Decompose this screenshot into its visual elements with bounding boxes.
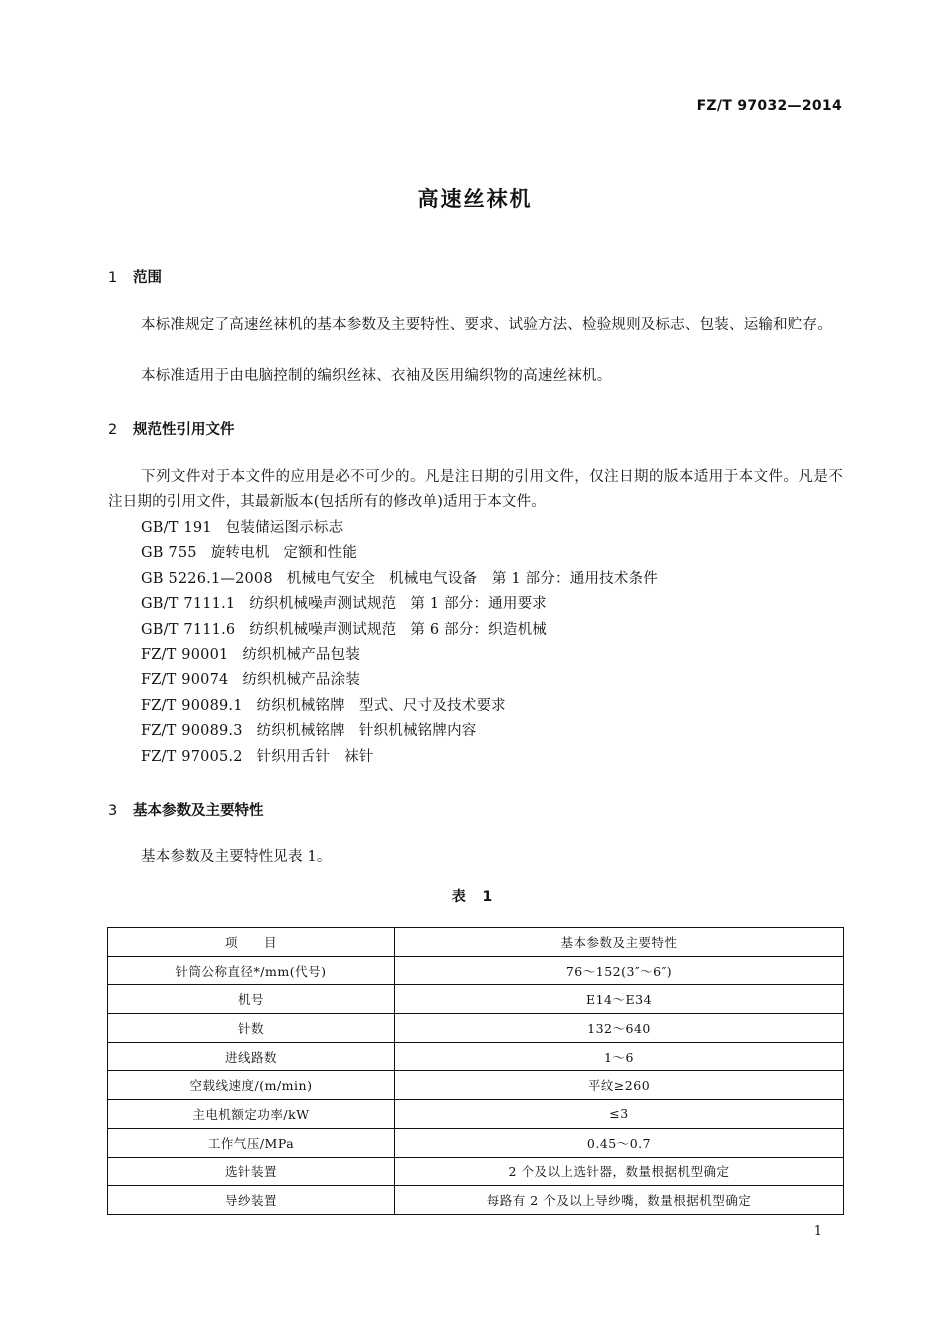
reference-item bbox=[141, 719, 658, 744]
section-heading-normative-references bbox=[108, 418, 235, 439]
reference-code: FZ/T 90001 bbox=[141, 646, 229, 663]
table-cell-value: 每路有 2 个及以上导纱嘴，数量根据机型确定 bbox=[395, 1186, 844, 1215]
table-caption: 表 1 bbox=[451, 889, 499, 905]
table-cell-item: 选针装置 bbox=[108, 1157, 395, 1186]
reference-code: GB/T 191 bbox=[141, 520, 212, 536]
reference-code: FZ/T 90089.3 bbox=[141, 723, 243, 740]
table-row bbox=[108, 1100, 844, 1129]
reference-subtitle: 机械电气设备 第 1 部分：通用技术条件 bbox=[389, 570, 658, 587]
table-cell-item: 进线路数 bbox=[108, 1042, 395, 1071]
reference-subtitle: 第 6 部分：织造机械 bbox=[410, 621, 547, 638]
parameters-paragraph: 基本参数及主要特性见表 1。 bbox=[141, 849, 332, 865]
table-cell-value: 132～640 bbox=[395, 1014, 844, 1043]
scope-paragraph-2: 本标准适用于由电脑控制的编织丝袜、衣袖及医用编织物的高速丝袜机。 bbox=[141, 368, 612, 384]
table-cell-item: 机号 bbox=[108, 985, 395, 1014]
table-row bbox=[108, 985, 844, 1014]
reference-title: 纺织机械铭牌 bbox=[256, 723, 345, 740]
reference-code: FZ/T 90074 bbox=[141, 672, 229, 689]
section-title: 基本参数及主要特性 bbox=[133, 803, 264, 819]
reference-item bbox=[141, 694, 658, 719]
reference-item bbox=[141, 516, 658, 541]
table-row bbox=[108, 1042, 844, 1071]
reference-item bbox=[141, 592, 658, 617]
table-cell-item: 工作气压/MPa bbox=[108, 1128, 395, 1157]
reference-code: GB 5226.1—2008 bbox=[141, 570, 273, 587]
table-cell-value: ≤3 bbox=[395, 1100, 844, 1129]
section-number: 1 bbox=[108, 270, 118, 286]
table-cell-item: 空载线速度/(m/min) bbox=[108, 1071, 395, 1100]
table-header-cell: 基本参数及主要特性 bbox=[395, 928, 844, 957]
table-cell-item: 导纱装置 bbox=[108, 1186, 395, 1215]
section-number: 2 bbox=[108, 422, 118, 438]
table-row bbox=[108, 1014, 844, 1043]
table-cell-value: 76～152(3″～6″) bbox=[395, 956, 844, 985]
reference-code: GB/T 7111.1 bbox=[141, 596, 236, 613]
table-header-cell: 项 目 bbox=[108, 928, 395, 957]
reference-subtitle: 第 1 部分：通用要求 bbox=[410, 596, 547, 613]
reference-item bbox=[141, 668, 658, 693]
table-cell-item: 针数 bbox=[108, 1014, 395, 1043]
reference-subtitle: 定额和性能 bbox=[283, 545, 358, 562]
table-cell-item: 主电机额定功率/kW bbox=[108, 1100, 395, 1129]
section-title: 范围 bbox=[133, 270, 162, 286]
scope-paragraph-1: 本标准规定了高速丝袜机的基本参数及主要特性、要求、试验方法、检验规则及标志、包装、运输和贮存。 bbox=[141, 317, 832, 333]
table-row bbox=[108, 1128, 844, 1157]
reference-list bbox=[141, 516, 658, 770]
standard-number: FZ/T 97032—2014 bbox=[696, 98, 842, 114]
references-intro-paragraph: 下列文件对于本文件的应用是必不可少的。凡是注日期的引用文件，仅注日期的版本适用于本文件。凡是不注日期的引用文件，其最新版本(包括所有的修改单)适用于本文件。 bbox=[108, 469, 843, 510]
reference-code: GB/T 7111.6 bbox=[141, 621, 236, 638]
reference-title: 旋转电机 bbox=[210, 545, 270, 562]
table-cell-value: 1～6 bbox=[395, 1042, 844, 1071]
reference-item bbox=[141, 618, 658, 643]
reference-title: 针织用舌针 bbox=[256, 748, 331, 765]
reference-code: FZ/T 97005.2 bbox=[141, 748, 243, 765]
table-header-row bbox=[108, 928, 844, 957]
reference-code: FZ/T 90089.1 bbox=[141, 697, 243, 714]
table-cell-value: E14～E34 bbox=[395, 985, 844, 1014]
reference-subtitle: 针织机械铭牌内容 bbox=[358, 723, 477, 740]
table-cell-value: 平纹≥260 bbox=[395, 1071, 844, 1100]
table-row bbox=[108, 1186, 844, 1215]
reference-item bbox=[141, 643, 658, 668]
document-title: 高速丝袜机 bbox=[417, 187, 533, 211]
table-cell-value: 2 个及以上选针器，数量根据机型确定 bbox=[395, 1157, 844, 1186]
reference-title: 纺织机械噪声测试规范 bbox=[249, 621, 397, 638]
reference-item bbox=[141, 541, 658, 566]
section-heading-basic-parameters bbox=[108, 799, 264, 820]
section-number: 3 bbox=[108, 803, 118, 819]
table-row bbox=[108, 1071, 844, 1100]
reference-title: 纺织机械铭牌 bbox=[256, 697, 345, 714]
reference-code: GB 755 bbox=[141, 545, 197, 562]
table-cell-value: 0.45～0.7 bbox=[395, 1128, 844, 1157]
parameters-table bbox=[107, 927, 844, 1215]
reference-title: 包装储运图示标志 bbox=[225, 520, 344, 536]
section-title: 规范性引用文件 bbox=[133, 422, 235, 438]
reference-subtitle: 型式、尺寸及技术要求 bbox=[358, 697, 506, 714]
table-row bbox=[108, 1157, 844, 1186]
reference-title: 纺织机械产品涂装 bbox=[242, 672, 361, 689]
section-heading-scope bbox=[108, 266, 162, 287]
page-number: 1 bbox=[813, 1224, 822, 1239]
reference-title: 机械电气安全 bbox=[286, 570, 375, 587]
reference-title: 纺织机械产品包装 bbox=[242, 646, 361, 663]
table-cell-item: 针筒公称直径*/mm(代号) bbox=[108, 956, 395, 985]
reference-item bbox=[141, 567, 658, 592]
reference-subtitle: 袜针 bbox=[344, 748, 374, 765]
reference-title: 纺织机械噪声测试规范 bbox=[249, 596, 397, 613]
table-row bbox=[108, 956, 844, 985]
reference-item bbox=[141, 745, 658, 770]
